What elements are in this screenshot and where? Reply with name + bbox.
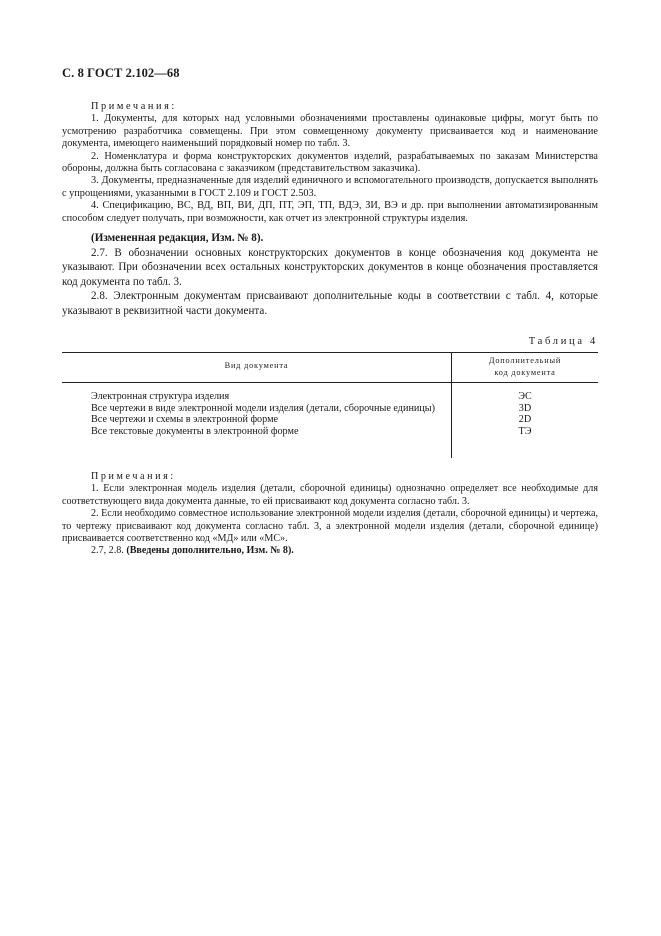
note-item: 2. Номенклатура и форма конструкторских документов изделий, разрабатываемых по заказам Министерства обороны, должна быть согласована с заказчиком (представительством заказчика). <box>62 150 598 175</box>
row-doc-type: Все текстовые документы в электронной форме <box>91 425 299 437</box>
table-caption: Таблица 4 <box>528 336 598 347</box>
row-code: 3D <box>518 402 532 414</box>
notes-title: Примечания: <box>91 471 176 482</box>
row-doc-type: Все чертежи и схемы в электронной форме <box>91 414 279 426</box>
row-doc-type: Все чертежи в виде электронной модели изделия (детали, сборочные единицы) <box>91 402 436 414</box>
table-header-extra-code <box>452 355 598 379</box>
table-row <box>62 403 598 415</box>
final-note <box>62 545 598 557</box>
table-top-rule <box>62 352 598 353</box>
paragraph-2-8: 2.8. Электронным документам присваивают дополнительные коды в соответствии с табл. 4, которые указывают в реквизитной части документа. <box>62 290 598 317</box>
paragraph-2-7: 2.7. В обозначении основных конструкторских документов в конце обозначения код документа не указывают. При обозначении всех остальных конструкторских документов в конце обозначения проставляется код документа по табл. 3. <box>62 246 598 288</box>
note-item: 1. Если электронная модель изделия (детали, сборочной единицы) однозначно определяет все необходимые для соответствующего вида документа данные, то ей присваивают код документа согласно табл. 3. <box>62 483 598 507</box>
edition-note: (Измененная редакция, Изм. № 8). <box>91 232 264 244</box>
notes-block-1 <box>62 101 598 225</box>
note-item: 3. Документы, предназначенные для изделий единичного и вспомогательного производств, допускается выполнять с упрощениями, указанными в ГОСТ 2.109 и ГОСТ 2.503. <box>62 175 598 199</box>
note-item: 2. Если необходимо совместное использование электронной модели изделия (детали, сборочной единицы) и чертежа, то чертежу присваивают код документа согласно табл. 3, а электронной модели изделия (детали, сборочной единице) присваивается соответственно код «МД» или «МС». <box>62 508 598 545</box>
table-header-extra-code-line2: код документа <box>494 368 556 377</box>
note-item: 4. Спецификацию, ВС, ВД, ВП, ВИ, ДП, ПТ, ЭП, ТП, ВДЭ, ЗИ, ВЭ и др. при выполнении автоматизированным способом следует получать, при возможности, как отчет из электронной структуры изделия. <box>62 200 598 224</box>
table-header-extra-code-line1: Дополнительный <box>488 356 562 365</box>
final-note-bold: (Введены дополнительно, Изм. № 8). <box>126 545 294 557</box>
notes-block-2 <box>62 471 598 558</box>
row-code: ЭС <box>518 391 532 402</box>
table-header-rule <box>62 382 598 383</box>
codes-table <box>62 352 598 462</box>
note-item: 1. Документы, для которых над условными обозначениями проставлены одинаковые цифры, могут быть по усмотрению разработчика совмещены. При этом совмещенному документу присваивается код и наименование документа, имеющего наименьший порядковый номер по табл. 3. <box>62 113 598 150</box>
final-note-prefix: 2.7, 2.8. <box>91 545 127 557</box>
table-row <box>62 391 598 403</box>
row-doc-type: Электронная структура изделия <box>91 391 230 402</box>
row-code: 2D <box>518 414 532 426</box>
table-row <box>62 426 598 438</box>
row-code: ТЭ <box>518 425 532 437</box>
notes-title: Примечания: <box>91 101 177 112</box>
table-row <box>62 414 598 426</box>
table-body <box>62 391 598 437</box>
table-header-doc-type: Вид документа <box>224 361 289 370</box>
page-header: С. 8 ГОСТ 2.102—68 <box>62 66 180 80</box>
body-block <box>62 231 598 319</box>
